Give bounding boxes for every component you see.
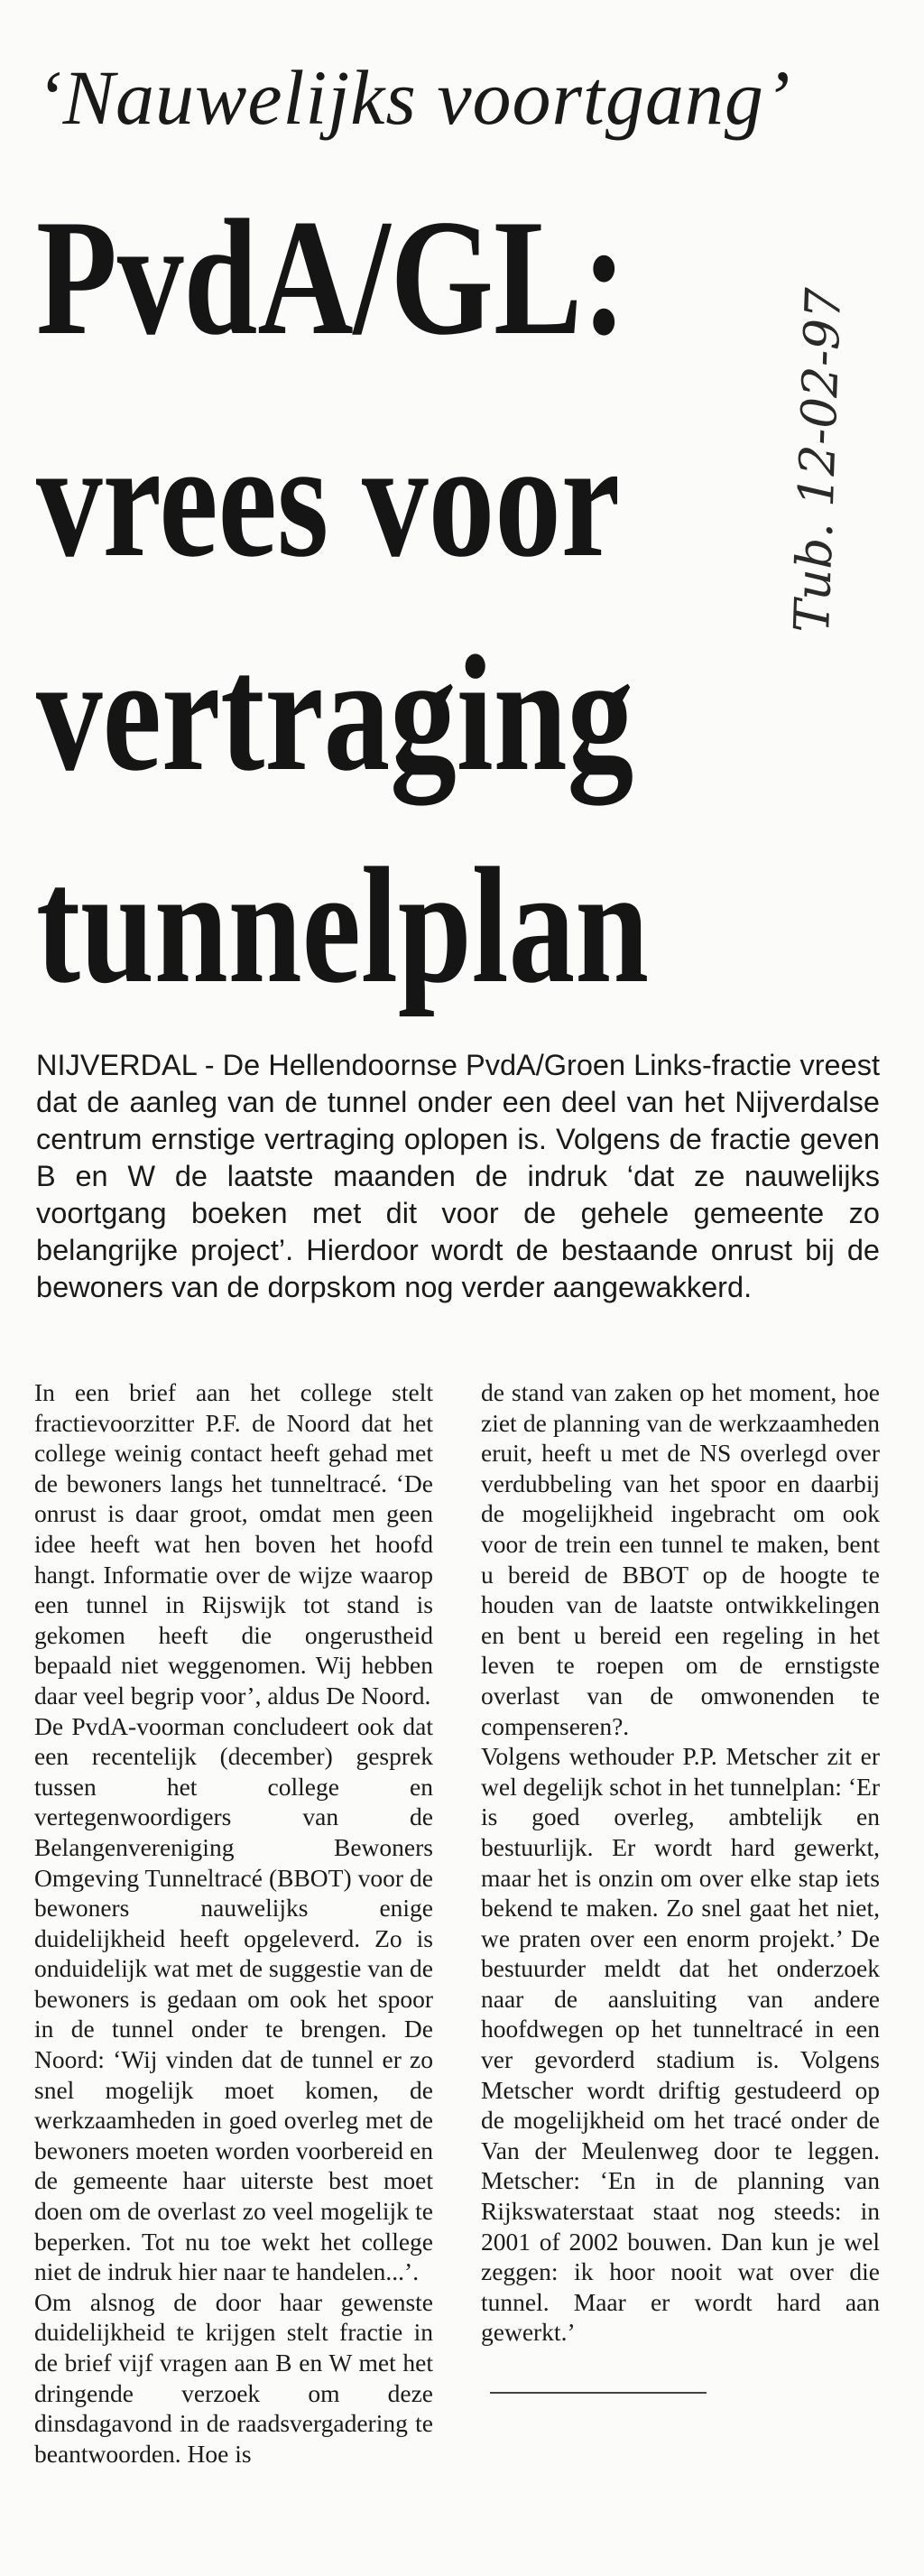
- kicker-quote: ‘Nauwelijks voortgang’: [36, 54, 791, 141]
- body-paragraph: De PvdA-voorman concludeert ook dat een recentelijk (december) gesprek tussen het college en vertegenwoordigers van de Belangenvereniging Bewoners Omgeving Tunneltracé (BBOT) voor de bewoners nauwelijks enige duidelijkheid heeft opgeleverd. Zo is onduidelijk wat met de suggestie van de bewoners is gedaan om ook het spoor in de tunnel onder te brengen. De Noord: ‘Wij vinden dat de tunnel er zo snel mogelijk moet komen, de werkzaamheden in goed overleg met de bewoners moeten worden voorbereid en de gemeente haar uiterste best moet doen om de overlast zo veel mogelijk te beperken. Tot nu toe wekt het college niet de indruk hier naar te handelen...’.: [34, 1711, 433, 2286]
- headline-line-3: vertraging: [36, 621, 634, 805]
- body-paragraph: Volgens wethouder P.P. Metscher zit er wel degelijk schot in het tunnelplan: ‘Er is goed overleg, ambtelijk en bestuurlijk. Er wordt hard gewerkt, maar het is onzin om over elke stap iets bekend te maken. Zo snel gaat het niet, we praten over een enorm projekt.’ De bestuurder meldt dat het onderzoek naar de aansluiting van andere hoofdwegen op het tunneltracé in een ver gevorderd stadium is. Volgens Metscher wordt driftig gestudeerd op de mogelijkheid om het tracé onder de Van der Meulenweg door te leggen. Metscher: ‘En in de planning van Rijkswaterstaat staat nog steeds: in 2001 of 2002 bouwen. Dan kun je wel zeggen: ik hoor nooit wat over die tunnel. Maar er wordt hard aan gewerkt.’: [481, 1742, 880, 2347]
- lead-paragraph: NIJVERDAL - De Hellendoornse PvdA/Groen Links-fractie vreest dat de aanleg van de tunnel onder een deel van het Nijverdalse centrum ernstige vertraging oplopen is. Volgens de fractie geven B en W de laatste maanden de indruk ‘dat ze nauwelijks voortgang boeken met dit voor de gehele gemeente zo belangrijke project’. Hierdoor wordt de bestaande onrust bij de bewoners van de dorpskom nog verder aangewakkerd.: [36, 1049, 880, 1303]
- body-paragraph: Om alsnog de door haar gewenste duidelijkheid te krijgen stelt fractie in de brief vijf vragen aan B en W met het dringende verzoek om deze dinsdagavond in de raadsvergadering te beantwoorden. Hoe is: [34, 2287, 433, 2468]
- headline-line-4: tunnelplan: [36, 833, 650, 1017]
- body-column-right: [481, 1377, 880, 2348]
- handwritten-date-note: Tub. 12-02-97: [783, 286, 853, 635]
- headline-line-2: vrees voor: [36, 407, 621, 591]
- body-paragraph: In een brief aan het college stelt fractievoorzitter P.F. de Noord dat het college weinig contact heeft gehad met de bewoners langs het tunneltracé. ‘De onrust is daar groot, omdat men geen idee heeft wat hen boven het hoofd hangt. Informatie over de wijze waarop een tunnel in Rijswijk tot stand is gekomen heeft die ongerustheid bepaald niet weggenomen. Wij hebben daar veel begrip voor’, aldus De Noord.: [34, 1378, 433, 1710]
- body-paragraph: de stand van zaken op het moment, hoe ziet de planning van de werkzaamheden eruit, heeft u met de NS overlegd over verdubbeling van het spoor en daarbij de mogelijkheid ingebracht om ook voor de trein een tunnel te maken, bent u bereid de BBOT op de hoogte te houden van de laatste ontwikkelingen en bent u bereid een regeling in het leven te roepen om de ernstigste overlast van de omwonenden te compenseren?.: [481, 1378, 880, 1740]
- headline-line-1: PvdA/GL:: [36, 185, 627, 369]
- body-column-left: [34, 1377, 433, 2469]
- end-rule: [490, 2392, 707, 2394]
